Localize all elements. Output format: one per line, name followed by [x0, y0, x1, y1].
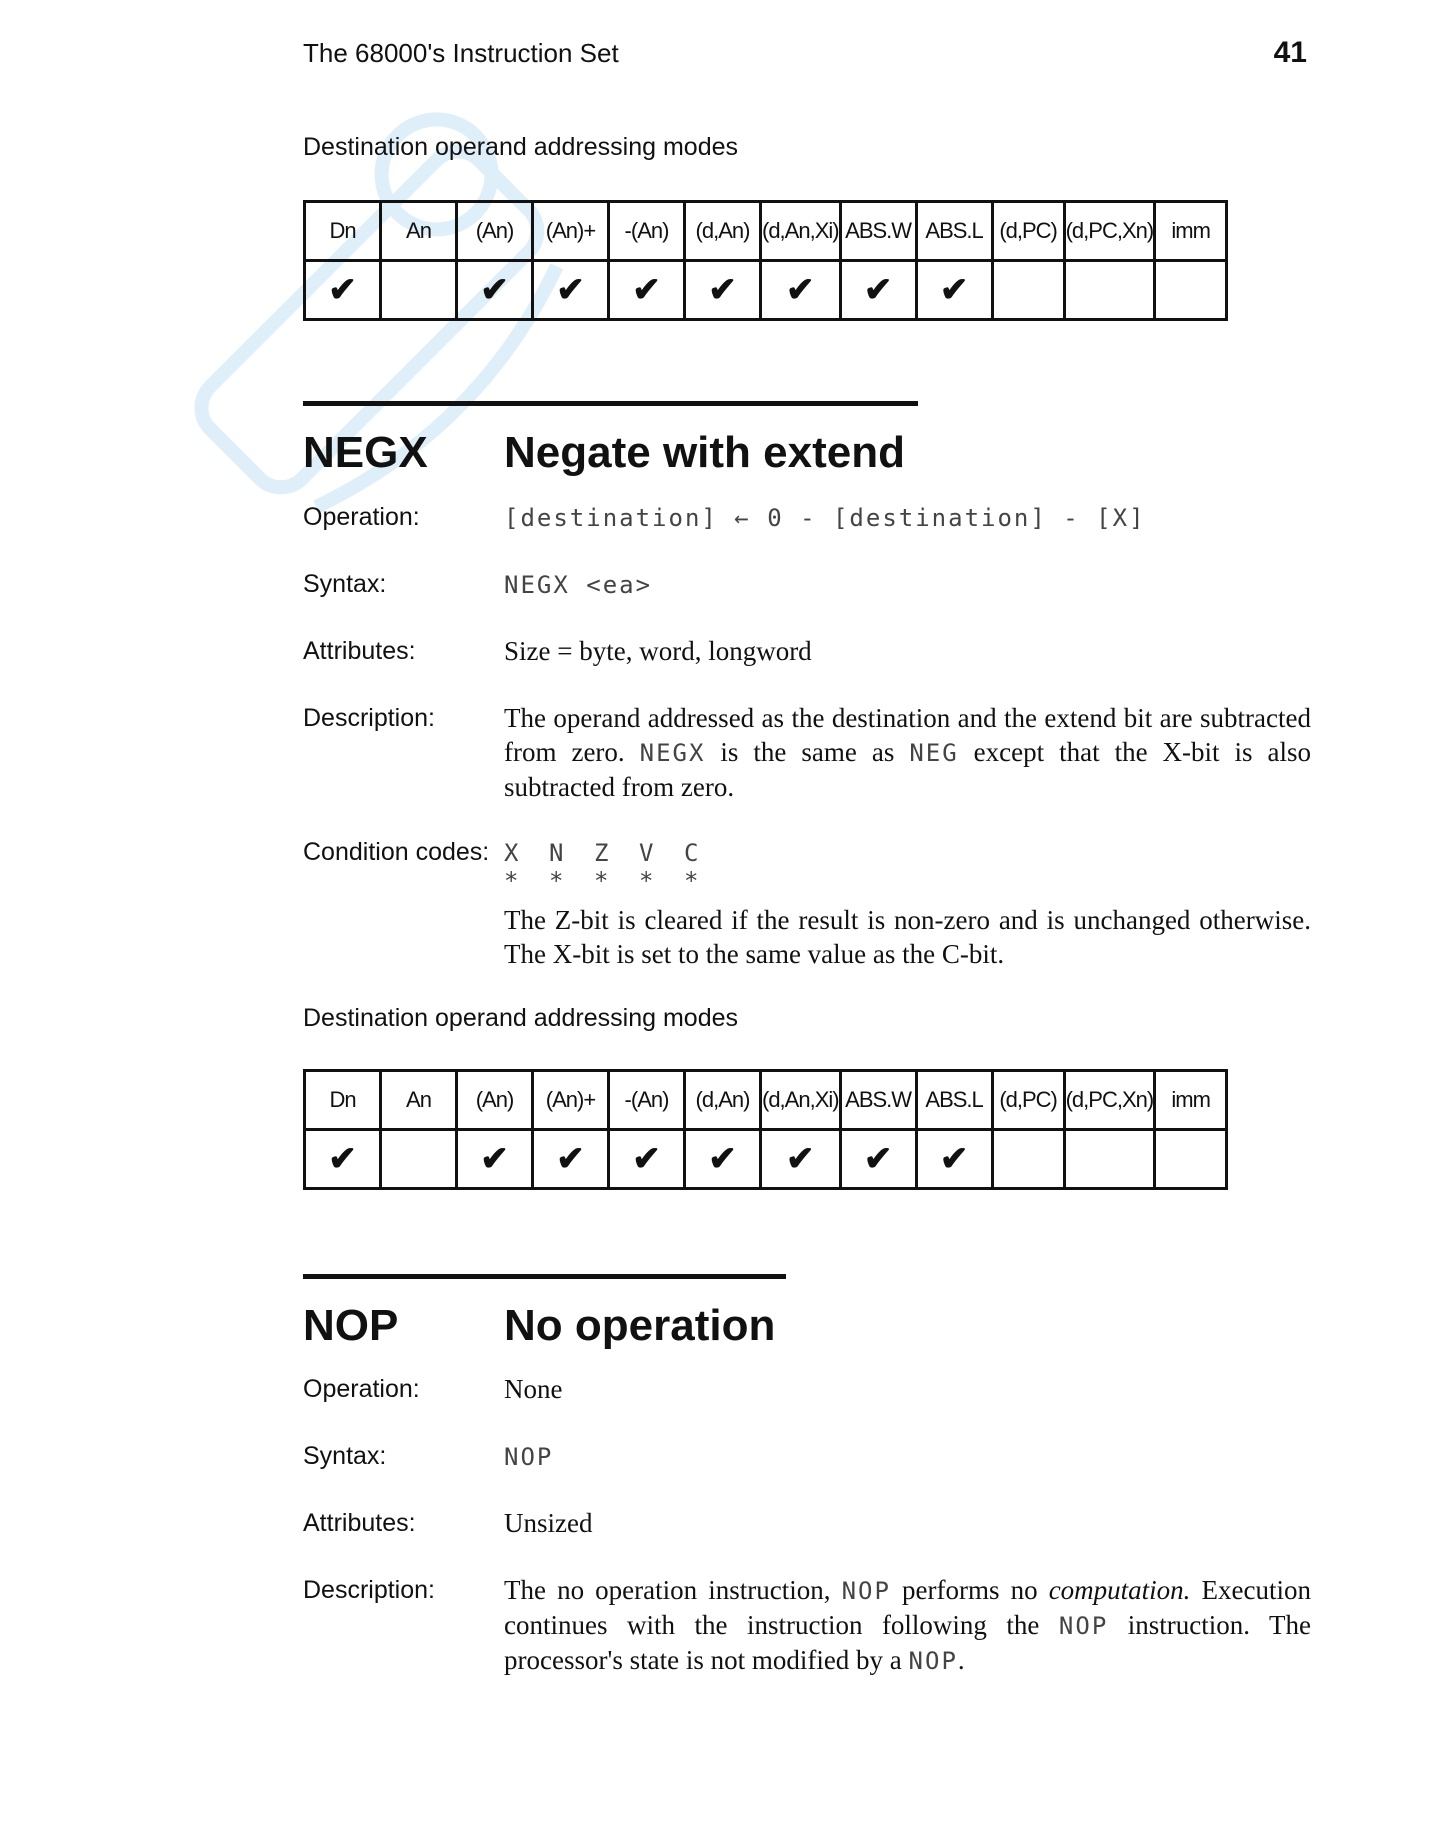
nop-syntax-label: Syntax: [303, 1442, 387, 1470]
check-icon: ✔ [685, 1130, 761, 1189]
negx-operation: [destination] ← 0 - [destination] - [X] [504, 504, 1146, 532]
negx-condition-note: The Z-bit is cleared if the result is non-zero and is unchanged otherwise. The X-bit is set to the same value as the C-bit. [504, 905, 1311, 969]
nop-title: No operation [504, 1301, 776, 1350]
code-nop: NOP [841, 1577, 891, 1605]
mode-cell-empty [1155, 261, 1227, 320]
check-icon: ✔ [305, 261, 381, 320]
check-icon: ✔ [609, 261, 685, 320]
mode-header: ABS.W [840, 1071, 916, 1130]
nop-description-label: Description: [303, 1576, 435, 1604]
mode-header: ABS.L [916, 202, 992, 261]
mode-cell-empty [381, 261, 457, 320]
check-icon: ✔ [840, 261, 916, 320]
nop-operation: None [504, 1374, 563, 1404]
mode-header: An [381, 202, 457, 261]
nop-mnemonic: NOP [303, 1301, 399, 1350]
mode-header: (d,An,Xi) [761, 202, 841, 261]
nop-attributes-label: Attributes: [303, 1509, 416, 1537]
mode-header: ABS.L [916, 1071, 992, 1130]
nop-description: The no operation instruction, NOP performs no computation. Execution continues with the instruction following the NOP instruction. The processor's state is not modified by a NOP. [504, 1575, 1312, 1675]
negx-description: The operand addressed as the destination and the extend bit are subtracted from zero. NEGX is the same as NEG except that the X-bit is also subtracted from zero. [504, 703, 1311, 802]
code-nop: NOP [1058, 1612, 1109, 1640]
mode-header: -(An) [609, 202, 685, 261]
code-negx: NEGX [639, 739, 706, 767]
mode-cell-empty [1064, 261, 1155, 320]
condition-flag-effects: * * * * * [504, 867, 701, 895]
mode-header: (d,PC) [992, 1071, 1064, 1130]
code-nop: NOP [908, 1647, 958, 1675]
mode-header: (d,PC,Xn) [1064, 1071, 1155, 1130]
check-icon: ✔ [533, 261, 609, 320]
nop-syntax: NOP [504, 1443, 554, 1471]
modes-mark-row [305, 261, 1227, 320]
negx-attributes: Size = byte, word, longword [504, 636, 812, 666]
mode-header: (An) [457, 202, 533, 261]
mode-header: (d,PC,Xn) [1064, 202, 1155, 261]
modes-mark-row [305, 1130, 1227, 1189]
mode-header: Dn [305, 202, 381, 261]
mode-header: (d,An) [685, 202, 761, 261]
page-number: 41 [1273, 36, 1307, 69]
negx-syntax: NEGX <ea> [504, 571, 653, 599]
mode-cell-empty [1155, 1130, 1227, 1189]
mode-cell-empty [1064, 1130, 1155, 1189]
running-title: The 68000's Instruction Set [303, 38, 619, 68]
modes-table-top [303, 200, 1228, 321]
modes-header-row [305, 1071, 1227, 1130]
page-header [303, 38, 1307, 78]
mode-header: imm [1155, 1071, 1227, 1130]
modes-caption-top: Destination operand addressing modes [303, 133, 738, 161]
check-icon: ✔ [533, 1130, 609, 1189]
check-icon: ✔ [305, 1130, 381, 1189]
section-rule-nop [303, 1274, 786, 1279]
mode-header: (d,PC) [992, 202, 1064, 261]
check-icon: ✔ [916, 261, 992, 320]
mode-header: (d,An,Xi) [761, 1071, 841, 1130]
check-icon: ✔ [685, 261, 761, 320]
mode-header: ABS.W [840, 202, 916, 261]
check-icon: ✔ [609, 1130, 685, 1189]
negx-syntax-label: Syntax: [303, 570, 387, 598]
check-icon: ✔ [916, 1130, 992, 1189]
negx-title: Negate with extend [504, 428, 905, 477]
check-icon: ✔ [761, 261, 841, 320]
code-neg: NEG [909, 739, 959, 767]
check-icon: ✔ [761, 1130, 841, 1189]
mode-header: (An)+ [533, 202, 609, 261]
negx-condition-codes-label: Condition codes: [303, 838, 490, 866]
negx-modes-table [303, 1069, 1228, 1190]
modes-header-row [305, 202, 1227, 261]
nop-operation-label: Operation: [303, 1375, 420, 1403]
mode-header: Dn [305, 1071, 381, 1130]
mode-header: (d,An) [685, 1071, 761, 1130]
negx-attributes-label: Attributes: [303, 637, 416, 665]
check-icon: ✔ [840, 1130, 916, 1189]
section-rule-negx [303, 401, 918, 406]
mode-cell-empty [381, 1130, 457, 1189]
nop-attributes: Unsized [504, 1508, 593, 1538]
negx-description-label: Description: [303, 704, 435, 732]
condition-flag-names: X N Z V C [504, 839, 701, 867]
mode-header: An [381, 1071, 457, 1130]
check-icon: ✔ [457, 1130, 533, 1189]
negx-condition-codes [504, 836, 1311, 898]
negx-modes-caption: Destination operand addressing modes [303, 1004, 738, 1032]
negx-mnemonic: NEGX [303, 428, 428, 477]
mode-cell-empty [992, 1130, 1064, 1189]
mode-header: imm [1155, 202, 1227, 261]
mode-cell-empty [992, 261, 1064, 320]
negx-operation-label: Operation: [303, 503, 420, 531]
mode-header: -(An) [609, 1071, 685, 1130]
mode-header: (An) [457, 1071, 533, 1130]
check-icon: ✔ [457, 261, 533, 320]
mode-header: (An)+ [533, 1071, 609, 1130]
